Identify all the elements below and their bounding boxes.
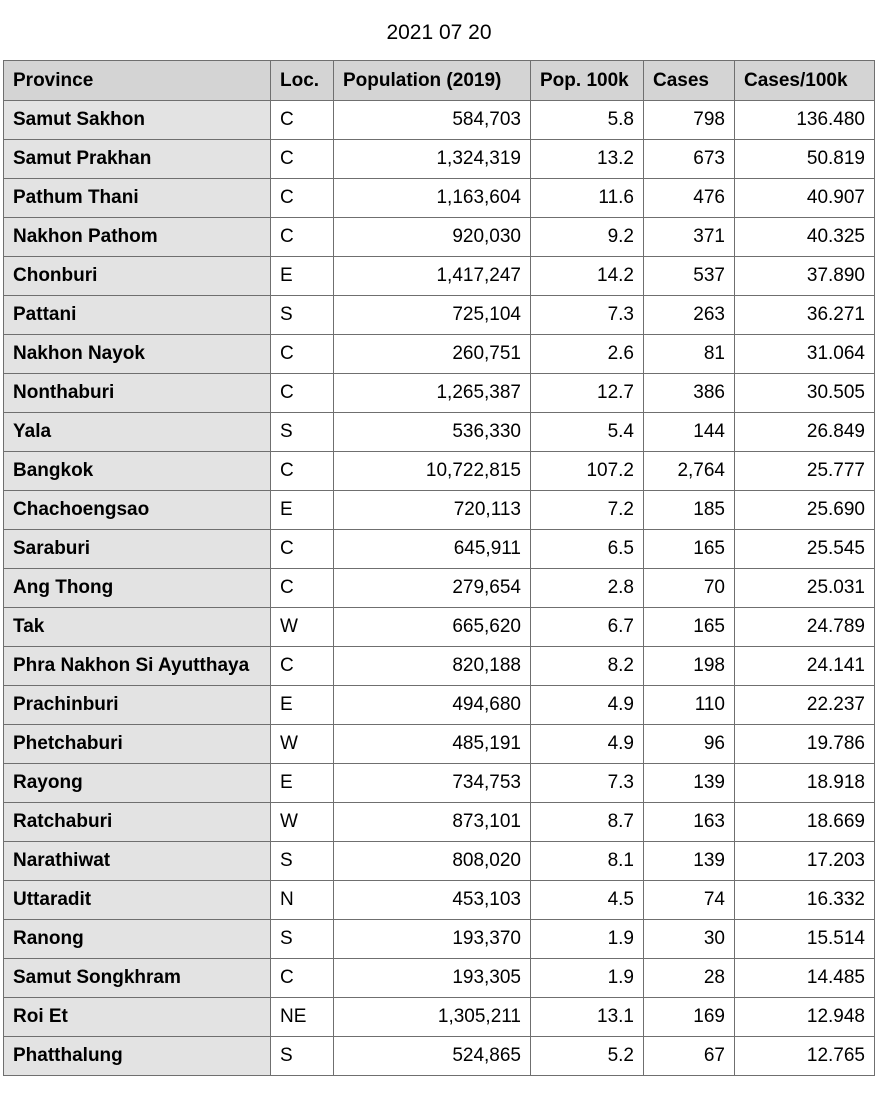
cases-per-100k-cell: 24.141 [735,647,875,686]
population-cell: 720,113 [334,491,531,530]
province-cell: Phatthalung [4,1037,271,1076]
table-row [4,608,875,647]
population-cell: 279,654 [334,569,531,608]
header-pop-100k: Pop. 100k [531,61,644,101]
pop-100k-cell: 8.7 [531,803,644,842]
location-cell: S [271,413,334,452]
cases-cell: 673 [644,140,735,179]
population-cell: 645,911 [334,530,531,569]
population-cell: 485,191 [334,725,531,764]
cases-per-100k-cell: 136.480 [735,101,875,140]
cases-cell: 2,764 [644,452,735,491]
header-province: Province [4,61,271,101]
cases-per-100k-cell: 14.485 [735,959,875,998]
table-row [4,491,875,530]
province-cell: Uttaradit [4,881,271,920]
location-cell: N [271,881,334,920]
cases-per-100k-cell: 36.271 [735,296,875,335]
header-population: Population (2019) [334,61,531,101]
province-cases-table [3,60,875,1076]
location-cell: NE [271,998,334,1037]
cases-cell: 139 [644,764,735,803]
province-cell: Rayong [4,764,271,803]
pop-100k-cell: 12.7 [531,374,644,413]
cases-per-100k-cell: 12.765 [735,1037,875,1076]
location-cell: C [271,569,334,608]
header-cases-per-100k: Cases/100k [735,61,875,101]
cases-cell: 70 [644,569,735,608]
pop-100k-cell: 2.6 [531,335,644,374]
location-cell: S [271,842,334,881]
table-row [4,257,875,296]
table-title: 2021 07 20 [386,21,492,44]
population-cell: 524,865 [334,1037,531,1076]
population-cell: 193,370 [334,920,531,959]
table-row [4,413,875,452]
cases-per-100k-cell: 26.849 [735,413,875,452]
population-cell: 1,265,387 [334,374,531,413]
pop-100k-cell: 2.8 [531,569,644,608]
cases-per-100k-cell: 50.819 [735,140,875,179]
cases-cell: 169 [644,998,735,1037]
province-cell: Nonthaburi [4,374,271,413]
table-row [4,725,875,764]
province-cell: Pathum Thani [4,179,271,218]
header-row [4,61,875,101]
pop-100k-cell: 4.9 [531,686,644,725]
population-cell: 820,188 [334,647,531,686]
cases-cell: 185 [644,491,735,530]
pop-100k-cell: 11.6 [531,179,644,218]
location-cell: S [271,296,334,335]
pop-100k-cell: 5.4 [531,413,644,452]
pop-100k-cell: 1.9 [531,920,644,959]
table-row [4,959,875,998]
province-cell: Chachoengsao [4,491,271,530]
cases-per-100k-cell: 40.325 [735,218,875,257]
pop-100k-cell: 14.2 [531,257,644,296]
location-cell: C [271,959,334,998]
table-row [4,881,875,920]
cases-cell: 110 [644,686,735,725]
province-cell: Narathiwat [4,842,271,881]
province-cell: Samut Sakhon [4,101,271,140]
table-row [4,335,875,374]
province-cell: Roi Et [4,998,271,1037]
cases-cell: 371 [644,218,735,257]
cases-cell: 81 [644,335,735,374]
location-cell: W [271,803,334,842]
province-cell: Samut Prakhan [4,140,271,179]
pop-100k-cell: 6.5 [531,530,644,569]
cases-cell: 476 [644,179,735,218]
location-cell: C [271,335,334,374]
cases-cell: 139 [644,842,735,881]
cases-cell: 96 [644,725,735,764]
pop-100k-cell: 7.3 [531,296,644,335]
pop-100k-cell: 8.2 [531,647,644,686]
cases-per-100k-cell: 25.031 [735,569,875,608]
cases-per-100k-cell: 30.505 [735,374,875,413]
province-cell: Bangkok [4,452,271,491]
table-row [4,179,875,218]
population-cell: 734,753 [334,764,531,803]
cases-cell: 198 [644,647,735,686]
population-cell: 1,163,604 [334,179,531,218]
pop-100k-cell: 7.3 [531,764,644,803]
cases-per-100k-cell: 40.907 [735,179,875,218]
table-row [4,140,875,179]
pop-100k-cell: 5.2 [531,1037,644,1076]
location-cell: S [271,920,334,959]
cases-cell: 386 [644,374,735,413]
location-cell: E [271,491,334,530]
population-cell: 260,751 [334,335,531,374]
population-cell: 453,103 [334,881,531,920]
cases-cell: 74 [644,881,735,920]
cases-cell: 798 [644,101,735,140]
population-cell: 193,305 [334,959,531,998]
population-cell: 10,722,815 [334,452,531,491]
province-cell: Yala [4,413,271,452]
location-cell: C [271,647,334,686]
cases-cell: 163 [644,803,735,842]
province-cell: Samut Songkhram [4,959,271,998]
province-cell: Nakhon Pathom [4,218,271,257]
cases-cell: 28 [644,959,735,998]
cases-per-100k-cell: 25.545 [735,530,875,569]
cases-cell: 165 [644,608,735,647]
location-cell: W [271,608,334,647]
population-cell: 665,620 [334,608,531,647]
population-cell: 1,324,319 [334,140,531,179]
cases-cell: 144 [644,413,735,452]
pop-100k-cell: 8.1 [531,842,644,881]
table-row [4,296,875,335]
population-cell: 1,417,247 [334,257,531,296]
population-cell: 725,104 [334,296,531,335]
cases-per-100k-cell: 37.890 [735,257,875,296]
table-row [4,803,875,842]
population-cell: 494,680 [334,686,531,725]
province-cell: Chonburi [4,257,271,296]
cases-cell: 30 [644,920,735,959]
pop-100k-cell: 6.7 [531,608,644,647]
location-cell: C [271,530,334,569]
cases-per-100k-cell: 19.786 [735,725,875,764]
population-cell: 584,703 [334,101,531,140]
table-row [4,998,875,1037]
population-cell: 1,305,211 [334,998,531,1037]
cases-per-100k-cell: 25.777 [735,452,875,491]
cases-per-100k-cell: 12.948 [735,998,875,1037]
pop-100k-cell: 13.2 [531,140,644,179]
pop-100k-cell: 1.9 [531,959,644,998]
table-row [4,218,875,257]
cases-per-100k-cell: 17.203 [735,842,875,881]
table-row [4,647,875,686]
cases-per-100k-cell: 18.669 [735,803,875,842]
location-cell: E [271,257,334,296]
pop-100k-cell: 7.2 [531,491,644,530]
pop-100k-cell: 4.9 [531,725,644,764]
location-cell: S [271,1037,334,1076]
population-cell: 536,330 [334,413,531,452]
cases-per-100k-cell: 18.918 [735,764,875,803]
province-cell: Ranong [4,920,271,959]
location-cell: C [271,140,334,179]
location-cell: C [271,374,334,413]
table-body [4,101,875,1076]
location-cell: C [271,101,334,140]
cases-per-100k-cell: 24.789 [735,608,875,647]
province-cell: Ang Thong [4,569,271,608]
population-cell: 920,030 [334,218,531,257]
location-cell: C [271,452,334,491]
province-cell: Nakhon Nayok [4,335,271,374]
location-cell: W [271,725,334,764]
cases-per-100k-cell: 31.064 [735,335,875,374]
pop-100k-cell: 5.8 [531,101,644,140]
province-cell: Tak [4,608,271,647]
location-cell: E [271,764,334,803]
table-row [4,569,875,608]
province-cell: Ratchaburi [4,803,271,842]
table-row [4,920,875,959]
pop-100k-cell: 4.5 [531,881,644,920]
province-cell: Saraburi [4,530,271,569]
pop-100k-cell: 13.1 [531,998,644,1037]
table-row [4,842,875,881]
province-cell: Phetchaburi [4,725,271,764]
table-row [4,374,875,413]
cases-cell: 67 [644,1037,735,1076]
table-row [4,764,875,803]
cases-cell: 165 [644,530,735,569]
table-row [4,452,875,491]
header-cases: Cases [644,61,735,101]
location-cell: C [271,218,334,257]
header-location: Loc. [271,61,334,101]
province-cell: Phra Nakhon Si Ayutthaya [4,647,271,686]
location-cell: E [271,686,334,725]
table-row [4,101,875,140]
population-cell: 873,101 [334,803,531,842]
table-row [4,686,875,725]
table-row [4,1037,875,1076]
cases-per-100k-cell: 25.690 [735,491,875,530]
pop-100k-cell: 9.2 [531,218,644,257]
location-cell: C [271,179,334,218]
cases-per-100k-cell: 15.514 [735,920,875,959]
cases-per-100k-cell: 16.332 [735,881,875,920]
province-cell: Prachinburi [4,686,271,725]
cases-cell: 263 [644,296,735,335]
pop-100k-cell: 107.2 [531,452,644,491]
table-row [4,530,875,569]
population-cell: 808,020 [334,842,531,881]
cases-per-100k-cell: 22.237 [735,686,875,725]
cases-cell: 537 [644,257,735,296]
province-cell: Pattani [4,296,271,335]
